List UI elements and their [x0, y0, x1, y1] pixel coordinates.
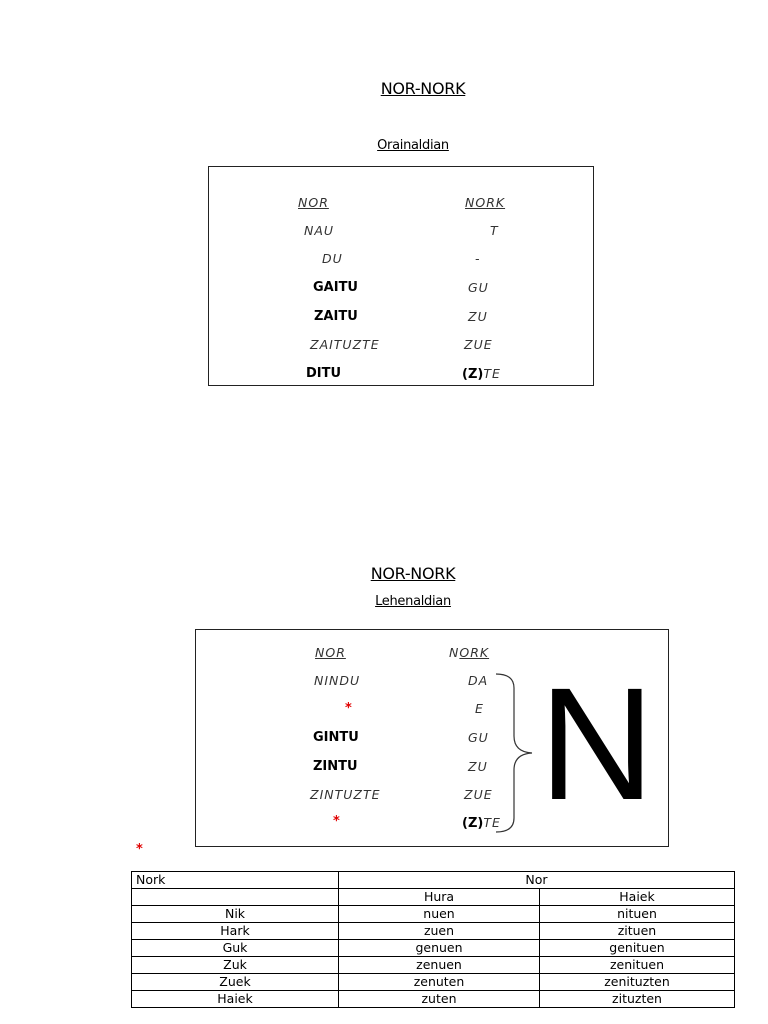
past-nork-row-6-suffix: TE [483, 815, 501, 830]
section2-subtitle: Lehenaldian [375, 594, 451, 609]
table-subheader-row [132, 889, 735, 906]
present-nor-row-3: GAITU [313, 280, 358, 295]
past-nor-row-5: ZINTUZTE [310, 787, 381, 802]
past-nor-row-6-asterisk: * [333, 814, 340, 829]
past-nork-header-rest: ORK [459, 645, 490, 660]
row-nork: Nik [132, 906, 339, 923]
past-nor-row-4: ZINTU [313, 759, 358, 774]
past-nork-row-3: GU [468, 730, 489, 745]
subheader-empty [132, 889, 339, 906]
subheader-haiek: Haiek [540, 889, 735, 906]
section2-title: NOR-NORK [370, 564, 456, 583]
row-nork: Zuek [132, 974, 339, 991]
row-nork: Zuk [132, 957, 339, 974]
past-nork-row-4: ZU [468, 759, 488, 774]
present-nor-row-1: NAU [304, 223, 335, 238]
past-nork-header [449, 645, 489, 660]
present-nork-row-5: ZUE [464, 337, 493, 352]
table-row [132, 991, 735, 1008]
present-nork-row-3: GU [468, 280, 489, 295]
present-nor-row-2: DU [322, 251, 343, 266]
present-tense-box [208, 166, 594, 386]
past-nork-row-2: E [475, 701, 484, 716]
past-nor-row-3: GINTU [313, 730, 359, 745]
row-nork: Guk [132, 940, 339, 957]
present-nor-row-6: DITU [306, 366, 342, 381]
present-nork-row-4: ZU [468, 309, 488, 324]
present-nork-row-6 [462, 366, 501, 382]
table-row [132, 974, 735, 991]
footnote-asterisk: * [136, 842, 143, 857]
past-nor-header: NOR [315, 645, 346, 660]
conjugation-table [131, 871, 735, 1008]
row-hura: zuten [339, 991, 540, 1008]
table-row [132, 923, 735, 940]
present-nork-row-2: - [475, 251, 481, 266]
table-row [132, 957, 735, 974]
past-nor-row-2-asterisk: * [345, 701, 352, 716]
row-hura: zenuen [339, 957, 540, 974]
header-nor: Nor [339, 872, 735, 889]
row-nork: Hark [132, 923, 339, 940]
row-hura: zenuten [339, 974, 540, 991]
past-nork-header-n: N [449, 645, 460, 660]
row-haiek: genituen [540, 940, 735, 957]
present-nork-header: NORK [465, 195, 506, 210]
present-nork-row-6-prefix: (Z) [462, 367, 484, 382]
present-nor-row-5: ZAITUZTE [310, 337, 380, 352]
table-row [132, 940, 735, 957]
subheader-hura: Hura [339, 889, 540, 906]
present-nor-header: NOR [298, 195, 329, 210]
table-header-row [132, 872, 735, 889]
row-hura: nuen [339, 906, 540, 923]
row-haiek: zenituzten [540, 974, 735, 991]
right-brace-icon [494, 670, 544, 836]
table-row [132, 906, 735, 923]
section1-subtitle: Orainaldian [377, 138, 449, 153]
present-nork-row-6-suffix: TE [483, 366, 501, 381]
row-haiek: zituen [540, 923, 735, 940]
present-nork-row-1: T [490, 223, 499, 238]
past-nor-row-1: NINDU [314, 673, 361, 688]
header-nork: Nork [132, 872, 339, 889]
row-hura: zuen [339, 923, 540, 940]
row-hura: genuen [339, 940, 540, 957]
row-haiek: zituzten [540, 991, 735, 1008]
row-haiek: zenituen [540, 957, 735, 974]
past-nork-row-5: ZUE [464, 787, 493, 802]
present-nor-row-4: ZAITU [314, 309, 358, 324]
past-nork-row-6-prefix: (Z) [462, 816, 484, 831]
past-nork-row-1: DA [468, 673, 489, 688]
row-nork: Haiek [132, 991, 339, 1008]
big-n-letter: N [539, 654, 655, 833]
row-haiek: nituen [540, 906, 735, 923]
section1-title: NOR-NORK [380, 79, 466, 98]
